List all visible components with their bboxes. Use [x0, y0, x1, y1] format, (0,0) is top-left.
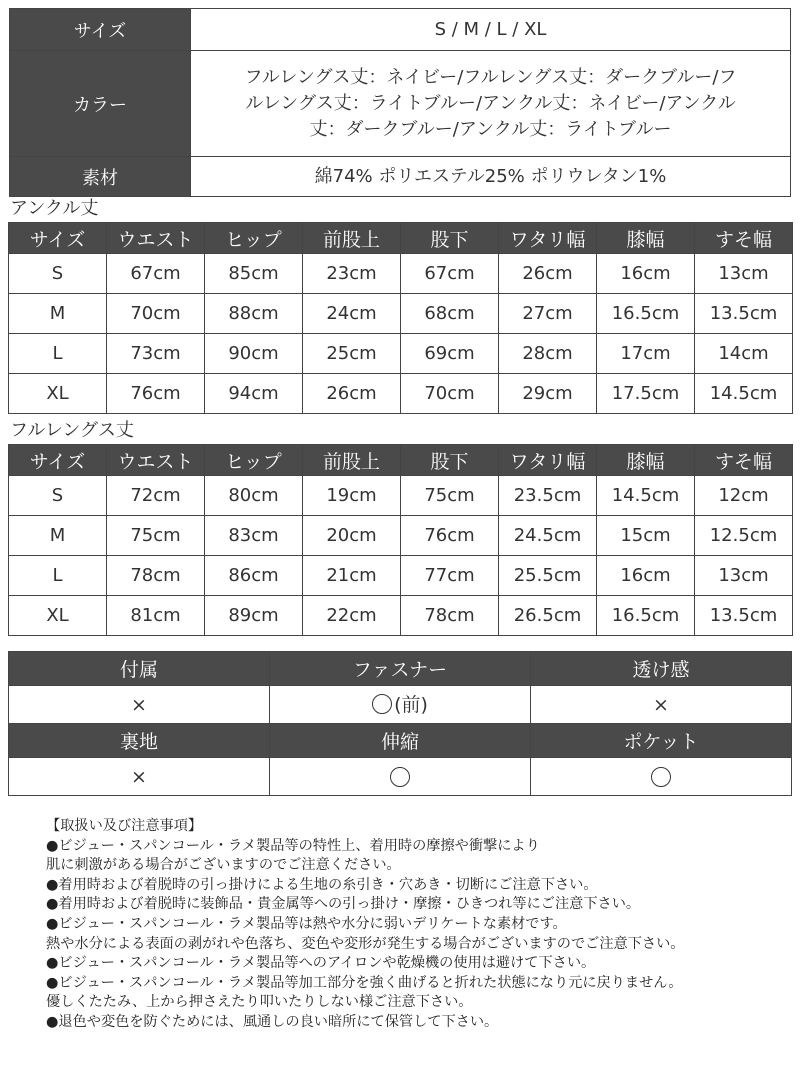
measurement-cell: 23.5cm — [499, 476, 597, 516]
circle-mark-icon — [651, 767, 671, 787]
measurement-cell: 90cm — [205, 334, 303, 374]
size-label: サイズ — [10, 9, 191, 51]
stretch-header: 伸縮 — [270, 724, 531, 758]
color-line: 丈：ダークブルー/アンクル丈：ライトブルー — [309, 118, 672, 140]
column-header: ウエスト — [107, 445, 205, 476]
measurement-cell: 12.5cm — [695, 516, 793, 556]
column-header: すそ幅 — [695, 223, 793, 254]
measurement-cell: 70cm — [107, 294, 205, 334]
circle-mark-icon — [390, 767, 410, 787]
table-row — [9, 254, 793, 294]
table-header-row — [9, 223, 793, 254]
measurement-cell: 26cm — [303, 374, 401, 414]
column-header: すそ幅 — [695, 445, 793, 476]
column-header: ワタリ幅 — [499, 223, 597, 254]
column-header: 前股上 — [303, 223, 401, 254]
measurement-cell: 27cm — [499, 294, 597, 334]
measurement-cell: 16.5cm — [597, 294, 695, 334]
pocket-value — [531, 758, 792, 796]
material-label: 素材 — [10, 157, 191, 197]
table-row — [9, 374, 793, 414]
column-header: ウエスト — [107, 223, 205, 254]
table-row — [9, 596, 793, 636]
measurement-cell: 17cm — [597, 334, 695, 374]
measurement-cell: 80cm — [205, 476, 303, 516]
size-cell: XL — [9, 374, 107, 414]
column-header: ヒップ — [205, 445, 303, 476]
size-cell: M — [9, 516, 107, 556]
column-header: サイズ — [9, 445, 107, 476]
measurement-cell: 28cm — [499, 334, 597, 374]
measurement-cell: 14.5cm — [597, 476, 695, 516]
measurement-cell: 83cm — [205, 516, 303, 556]
full-size-table — [8, 444, 793, 636]
ankle-title: アンクル丈 — [10, 198, 99, 219]
measurement-cell: 76cm — [401, 516, 499, 556]
table-row — [9, 334, 793, 374]
measurement-cell: 13cm — [695, 254, 793, 294]
measurement-cell: 86cm — [205, 556, 303, 596]
measurement-cell: 12cm — [695, 476, 793, 516]
size-cell: L — [9, 334, 107, 374]
measurement-cell: 68cm — [401, 294, 499, 334]
measurement-cell: 67cm — [401, 254, 499, 294]
column-header: ヒップ — [205, 223, 303, 254]
measurement-cell: 78cm — [401, 596, 499, 636]
measurement-cell: 15cm — [597, 516, 695, 556]
measurement-cell: 21cm — [303, 556, 401, 596]
color-value — [191, 51, 791, 157]
color-line: フルレングス丈：ネイビー/フルレングス丈：ダークブルー/フ — [244, 66, 737, 88]
measurement-cell: 70cm — [401, 374, 499, 414]
note-line: 優しくたたみ、上から押さえたり叩いたりしない様ご注意下さい。 — [46, 994, 473, 1011]
measurement-cell: 94cm — [205, 374, 303, 414]
column-header: 膝幅 — [597, 223, 695, 254]
measurement-cell: 89cm — [205, 596, 303, 636]
measurement-cell: 88cm — [205, 294, 303, 334]
care-notes — [46, 817, 786, 1033]
note-line: ●ビジュー・スパンコール・ラメ製品等は熱や水分に弱いデリケートな素材です。 — [46, 915, 567, 932]
measurement-cell: 85cm — [205, 254, 303, 294]
lining-value: × — [9, 758, 270, 796]
measurement-cell: 19cm — [303, 476, 401, 516]
measurement-cell: 20cm — [303, 516, 401, 556]
column-header: 前股上 — [303, 445, 401, 476]
size-cell: S — [9, 254, 107, 294]
table-header-row — [9, 445, 793, 476]
ankle-table-body — [9, 223, 793, 414]
measurement-cell: 67cm — [107, 254, 205, 294]
measurement-cell: 81cm — [107, 596, 205, 636]
circle-mark-icon — [372, 694, 392, 714]
full-table-body — [9, 445, 793, 636]
sheer-header: 透け感 — [531, 652, 792, 686]
table-row — [9, 476, 793, 516]
column-header: 股下 — [401, 445, 499, 476]
measurement-cell: 24.5cm — [499, 516, 597, 556]
note-line: ●ビジュー・スパンコール・ラメ製品等の特性上、着用時の摩擦や衝撃により — [46, 837, 540, 854]
pocket-header: ポケット — [531, 724, 792, 758]
lining-header: 裏地 — [9, 724, 270, 758]
note-line: ●ビジュー・スパンコール・ラメ製品等へのアイロンや乾燥機の使用は避けて下さい。 — [46, 955, 596, 972]
note-line: ●退色や変色を防ぐためには、風通しの良い暗所にて保管して下さい。 — [46, 1013, 499, 1030]
measurement-cell: 14.5cm — [695, 374, 793, 414]
table-row — [9, 516, 793, 556]
color-line: ルレングス丈：ライトブルー/アンクル丈：ネイビー/アンクル — [245, 92, 736, 114]
column-header: サイズ — [9, 223, 107, 254]
column-header: ワタリ幅 — [499, 445, 597, 476]
spec-table — [9, 8, 791, 197]
note-line: 熱や水分による表面の剥がれや色落ち、変色や変形が発生する場合がございますのでご注意下さい。 — [46, 935, 685, 952]
notes-heading: 【取扱い及び注意事項】 — [46, 818, 203, 834]
measurement-cell: 13.5cm — [695, 294, 793, 334]
measurement-cell: 72cm — [107, 476, 205, 516]
size-cell: L — [9, 556, 107, 596]
measurement-cell: 25cm — [303, 334, 401, 374]
measurement-cell: 23cm — [303, 254, 401, 294]
zipper-note: (前) — [394, 694, 428, 717]
measurement-cell: 13cm — [695, 556, 793, 596]
measurement-cell: 73cm — [107, 334, 205, 374]
measurement-cell: 78cm — [107, 556, 205, 596]
column-header: 股下 — [401, 223, 499, 254]
note-line: ●ビジュー・スパンコール・ラメ製品等加工部分を強く曲げると折れた状態になり元に戻りません。 — [46, 974, 683, 991]
measurement-cell: 29cm — [499, 374, 597, 414]
accessory-value: × — [9, 686, 270, 724]
note-line: 肌に刺激がある場合がございますのでご注意ください。 — [46, 857, 401, 874]
full-title: フルレングス丈 — [10, 420, 134, 441]
table-row — [9, 556, 793, 596]
zipper-header: ファスナー — [270, 652, 531, 686]
measurement-cell: 24cm — [303, 294, 401, 334]
measurement-cell: 75cm — [401, 476, 499, 516]
note-line: ●着用時および着脱時の引っ掛けによる生地の糸引き・穴あき・切断にご注意下さい。 — [46, 876, 598, 893]
column-header: 膝幅 — [597, 445, 695, 476]
size-cell: S — [9, 476, 107, 516]
measurement-cell: 26cm — [499, 254, 597, 294]
note-line: ●着用時および着脱時に装飾品・貴金属等への引っ掛け・摩擦・ひきつれ等にご注意下さい。 — [46, 896, 641, 913]
ankle-size-table — [8, 222, 793, 414]
measurement-cell: 77cm — [401, 556, 499, 596]
material-value: 綿74% ポリエステル25% ポリウレタン1% — [191, 157, 791, 197]
color-label: カラー — [10, 51, 191, 157]
accessory-header: 付属 — [9, 652, 270, 686]
measurement-cell: 22cm — [303, 596, 401, 636]
measurement-cell: 16.5cm — [597, 596, 695, 636]
zipper-value — [270, 686, 531, 724]
measurement-cell: 14cm — [695, 334, 793, 374]
attribute-table — [8, 651, 792, 796]
measurement-cell: 76cm — [107, 374, 205, 414]
sheer-value: × — [531, 686, 792, 724]
measurement-cell: 13.5cm — [695, 596, 793, 636]
measurement-cell: 25.5cm — [499, 556, 597, 596]
size-cell: M — [9, 294, 107, 334]
measurement-cell: 26.5cm — [499, 596, 597, 636]
table-row — [9, 294, 793, 334]
measurement-cell: 16cm — [597, 254, 695, 294]
measurement-cell: 69cm — [401, 334, 499, 374]
size-value: S / M / L / XL — [191, 9, 791, 51]
measurement-cell: 16cm — [597, 556, 695, 596]
stretch-value — [270, 758, 531, 796]
measurement-cell: 17.5cm — [597, 374, 695, 414]
size-cell: XL — [9, 596, 107, 636]
measurement-cell: 75cm — [107, 516, 205, 556]
